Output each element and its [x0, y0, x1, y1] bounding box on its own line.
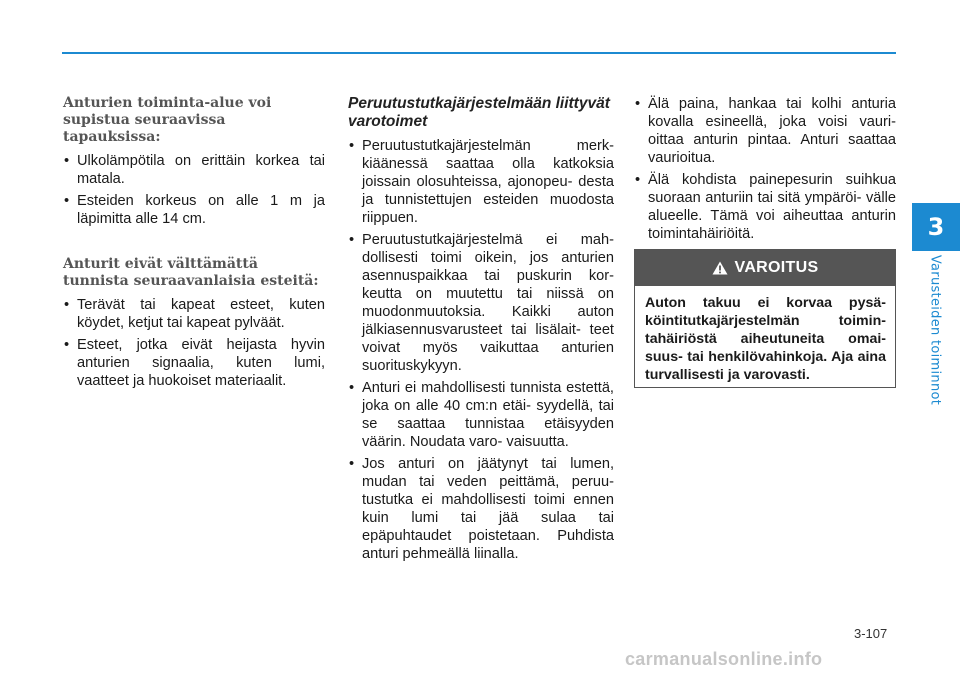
list-item: • Anturi ei mahdollisesti tunnista estettä, joka on alle 40 cm:n etäi- syydellä, tai se saattaa tunnistaa etäisyyden väärin. Noudata varo- vaisuutta.	[348, 379, 614, 451]
list-item: • Peruutustutkajärjestelmän merk- kiäänessä saattaa olla katkoksia joissain olosuhteissa, ajonopeu- desta ja tunnistettujen esteiden muodosta riippuen.	[348, 137, 614, 227]
list-item: • Älä kohdista painepesurin suihkua suoraan anturiin tai sitä ympäröi- välle alueelle. Tämä voi aiheuttaa anturin toimintahäiriöitä.	[634, 171, 896, 243]
section-heading-range: Anturien toiminta-alue voi supistua seuraavissa tapauksissa:	[63, 95, 272, 145]
section-heading-undetected: Anturit eivät välttämättä tunnista seuraavanlaisia esteitä:	[63, 256, 319, 289]
chapter-number: 3	[927, 213, 945, 241]
list-item: • Jos anturi on jäätynyt tai lumen, mudan tai veden peittämä, peruu- tustutka ei mahdollisesti toimi ennen kuin lumi tai jää sulaa tai epäpuhtaudet poistetaan. Puhdista anturi pehmeällä liinalla.	[348, 455, 614, 563]
list-item: • Esteet, jotka eivät heijasta hyvin anturien signaalia, kuten lumi, vaatteet ja huokoiset materiaalit.	[63, 336, 325, 390]
warning-title: VAROITUS	[734, 259, 819, 276]
column-3	[634, 95, 896, 247]
watermark: carmanualsonline.info	[625, 649, 823, 669]
list-item: • Terävät tai kapeat esteet, kuten köydet, ketjut tai kapeat pylväät.	[63, 296, 325, 332]
undetected-list	[63, 296, 325, 390]
list-item: • Peruutustutkajärjestelmä ei mah- dollisesti toimi oikein, jos anturien asennuspaikkaa tai puskurin kor- keutta on muutettu tai niissä on muodonmuutoksia. Kaikki auton jälkiasennusvarusteet tai lisälait- teet voivat myös vaikuttaa anturien suorituskykyyn.	[348, 231, 614, 375]
care-list	[634, 95, 896, 243]
page-number: 3-107	[854, 626, 888, 641]
precautions-list	[348, 137, 614, 563]
precautions-heading: Peruutustutkajärjestelmään liittyvät varotoimet	[348, 95, 610, 130]
chapter-number-tab	[912, 203, 960, 251]
warning-header	[635, 250, 895, 286]
warning-triangle-icon	[712, 261, 728, 275]
list-item: • Ulkolämpötila on erittäin korkea tai matala.	[63, 152, 325, 188]
header-rule	[62, 52, 896, 54]
list-item: • Älä paina, hankaa tai kolhi anturia kovalla esineellä, joka voisi vauri- oittaa anturin pintaa. Anturi saattaa vaurioitua.	[634, 95, 896, 167]
chapter-title: Varusteiden toiminnot	[927, 254, 943, 406]
warning-text: Auton takuu ei korvaa pysä- köintitutkajärjestelmän toimin- tahäiriöstä aiheutuneita omai- suus- tai henkilövahinkoja. Aja aina turvallisesti ja varovasti.	[645, 295, 886, 383]
column-2	[348, 95, 614, 567]
column-1	[63, 95, 325, 394]
warning-box	[634, 249, 896, 388]
range-list	[63, 152, 325, 228]
list-item: • Esteiden korkeus on alle 1 m ja läpimitta alle 14 cm.	[63, 192, 325, 228]
